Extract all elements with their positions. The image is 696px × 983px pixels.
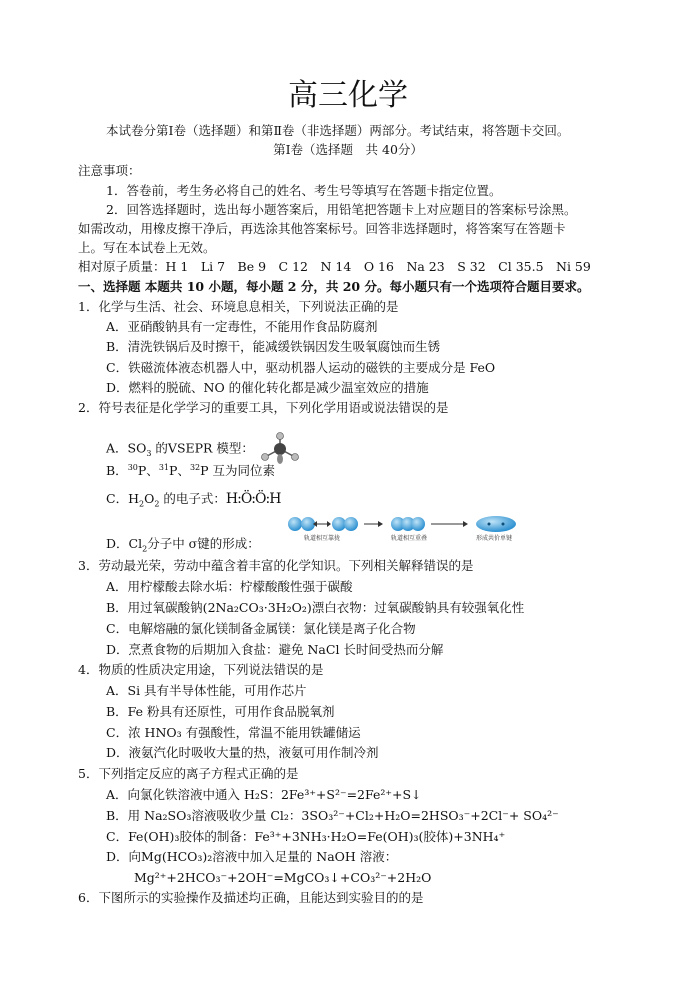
q4-option-d: D．液氨汽化时吸收大量的热，液氨可用作制冷剂 <box>106 745 379 760</box>
q2-b-p1: P <box>137 463 147 478</box>
note-1: 1．答卷前，考生务必将自己的姓名、考生号等填写在答题卡指定位置。 <box>106 183 502 198</box>
q2-c-mid: O <box>144 491 155 506</box>
note-2-cont: 如需改动，用橡皮擦干净后，再选涂其他答案标号。回答非选择题时，将答案写在答题卡 <box>78 221 566 236</box>
q1-option-d: D．燃料的脱硫、NO 的催化转化都是减少温室效应的措施 <box>106 380 429 395</box>
q3-stem: 3．劳动最光荣，劳动中蕴含着丰富的化学知识。下列相关解释错误的是 <box>78 558 474 573</box>
q6-stem: 6．下图所示的实验操作及描述均正确，且能达到实验目的的是 <box>78 890 424 905</box>
section-heading: 第Ⅰ卷（选择题 共 40分） <box>273 142 423 157</box>
q1-option-b: B．清洗铁锅后及时擦干，能减缓铁锅因发生吸氧腐蚀而生锈 <box>106 339 441 354</box>
q4-option-c: C．浓 HNO₃ 有强酸性，常温不能用铁罐储运 <box>106 725 361 740</box>
q2-option-b: B．$^{30}$P、$^{31}$P、$^{32}$P 互为同位素 <box>106 462 276 478</box>
q2-a-sub: 3 <box>146 449 152 458</box>
q4-option-b: B．Fe 粉具有还原性，可用作食品脱氧剂 <box>106 704 335 719</box>
q2-d-pre: D．Cl <box>106 536 143 551</box>
q3-option-c: C．电解熔融的氯化镁制备金属镁：氯化镁是离子化合物 <box>106 621 416 636</box>
q2-a-post: 的VSEPR 模型： <box>151 440 254 456</box>
q3-option-a: A．用柠檬酸去除水垢：柠檬酸酸性强于碳酸 <box>106 579 353 594</box>
q2-c-sub: 2 <box>138 499 145 509</box>
sigma-bond-diagram <box>286 515 526 543</box>
part-one-heading: 一、选择题 本题共 10 小题，每小题 2 分，共 20 分。每小题只有一个选项符合题目要求。 <box>78 279 590 294</box>
atomic-masses: 相对原子质量：H 1 Li 7 Be 9 C 12 N 14 O 16 Na 23 S 32 Cl 35.5 Ni 59 <box>78 259 591 274</box>
q2-d-post: 分子中 σ键的形成： <box>147 536 260 551</box>
q2-b-post: 互为同位素 <box>208 463 276 478</box>
q2-option-d <box>106 535 260 553</box>
note-2-end: 上。写在本试卷上无效。 <box>78 240 216 255</box>
q2-d-sub: 2 <box>142 544 148 554</box>
q5-option-d: D．向Mg(HCO₃)₂溶液中加入足量的 NaOH 溶液： <box>106 849 398 864</box>
q4-stem: 4．物质的性质决定用途，下列说法错误的是 <box>78 662 324 677</box>
q2-stem: 2．符号表征是化学学习的重要工具，下列化学用语或说法错误的是 <box>78 400 449 415</box>
q2-b-p3: P <box>200 463 209 478</box>
q2-a-pre: A．SO <box>106 440 147 456</box>
q5-option-d-equation: Mg²⁺+2HCO₃⁻+2OH⁻=MgCO₃↓+CO₃²⁻+2H₂O <box>134 870 432 885</box>
exam-intro: 本试卷分第Ⅰ卷（选择题）和第Ⅱ卷（非选择题）两部分。考试结束，将答题卡交回。 <box>106 123 570 138</box>
q2-b-sep1: 、 <box>146 463 159 478</box>
orbit-label-1: 轨道相互靠拢 <box>304 535 341 542</box>
electron-formula: H:Ö:Ö:H <box>225 491 281 507</box>
q2-b-mass1: 30 <box>127 462 138 472</box>
q1-option-c: C．铁磁流体液态机器人中，驱动机器人运动的磁铁的主要成分是 FeO <box>106 360 496 375</box>
q2-c-post: 的电子式： <box>159 491 226 506</box>
q2-b-mass3: 32 <box>189 462 201 472</box>
q2-c-pre: C．H <box>106 491 139 506</box>
q2-option-c <box>106 490 280 508</box>
q2-b-sep2: 、 <box>177 463 190 478</box>
q5-stem: 5．下列指定反应的离子方程式正确的是 <box>78 766 299 781</box>
q2-c-sub2: 2 <box>154 499 160 509</box>
q2-b-p2: P <box>169 463 178 478</box>
q5-option-b: B．用 Na₂SO₃溶液吸收少量 Cl₂：3SO₃²⁻+Cl₂+H₂O=2HSO₃⁻+2Cl⁻+ SO₄²⁻ <box>106 808 559 823</box>
q2-option-a <box>106 432 302 466</box>
q2-b-mass2: 31 <box>158 462 169 472</box>
orbit-label-2: 轨道相互重叠 <box>391 535 428 542</box>
q3-option-b: B．用过氧碳酸钠(2Na₂CO₃·3H₂O₂)漂白衣物：过氧碳酸钠具有较强氧化性 <box>106 600 525 615</box>
note-2: 2．回答选择题时，选出每小题答案后，用铅笔把答题卡上对应题目的答案标号涂黑。 <box>106 202 577 217</box>
vsepr-model-image <box>258 432 302 466</box>
notes-heading: 注意事项： <box>78 163 141 178</box>
q5-option-a: A．向氯化铁溶液中通入 H₂S：2Fe³⁺+S²⁻=2Fe²⁺+S↓ <box>106 787 422 802</box>
q1-option-a: A．亚硝酸钠具有一定毒性，不能用作食品防腐剂 <box>106 319 378 334</box>
orbit-label-3: 形成共价单键 <box>476 535 513 542</box>
q4-option-a: A．Si 具有半导体性能，可用作芯片 <box>106 683 307 698</box>
q1-stem: 1．化学与生活、社会、环境息息相关，下列说法正确的是 <box>78 299 399 314</box>
q5-option-c: C．Fe(OH)₃胶体的制备：Fe³⁺+3NH₃·H₂O=Fe(OH)₃(胶体)+3NH₄⁺ <box>106 829 506 844</box>
page-title: 高三化学 <box>288 78 408 113</box>
q3-option-d: D．烹煮食物的后期加入食盐：避免 NaCl 长时间受热而分解 <box>106 642 444 657</box>
